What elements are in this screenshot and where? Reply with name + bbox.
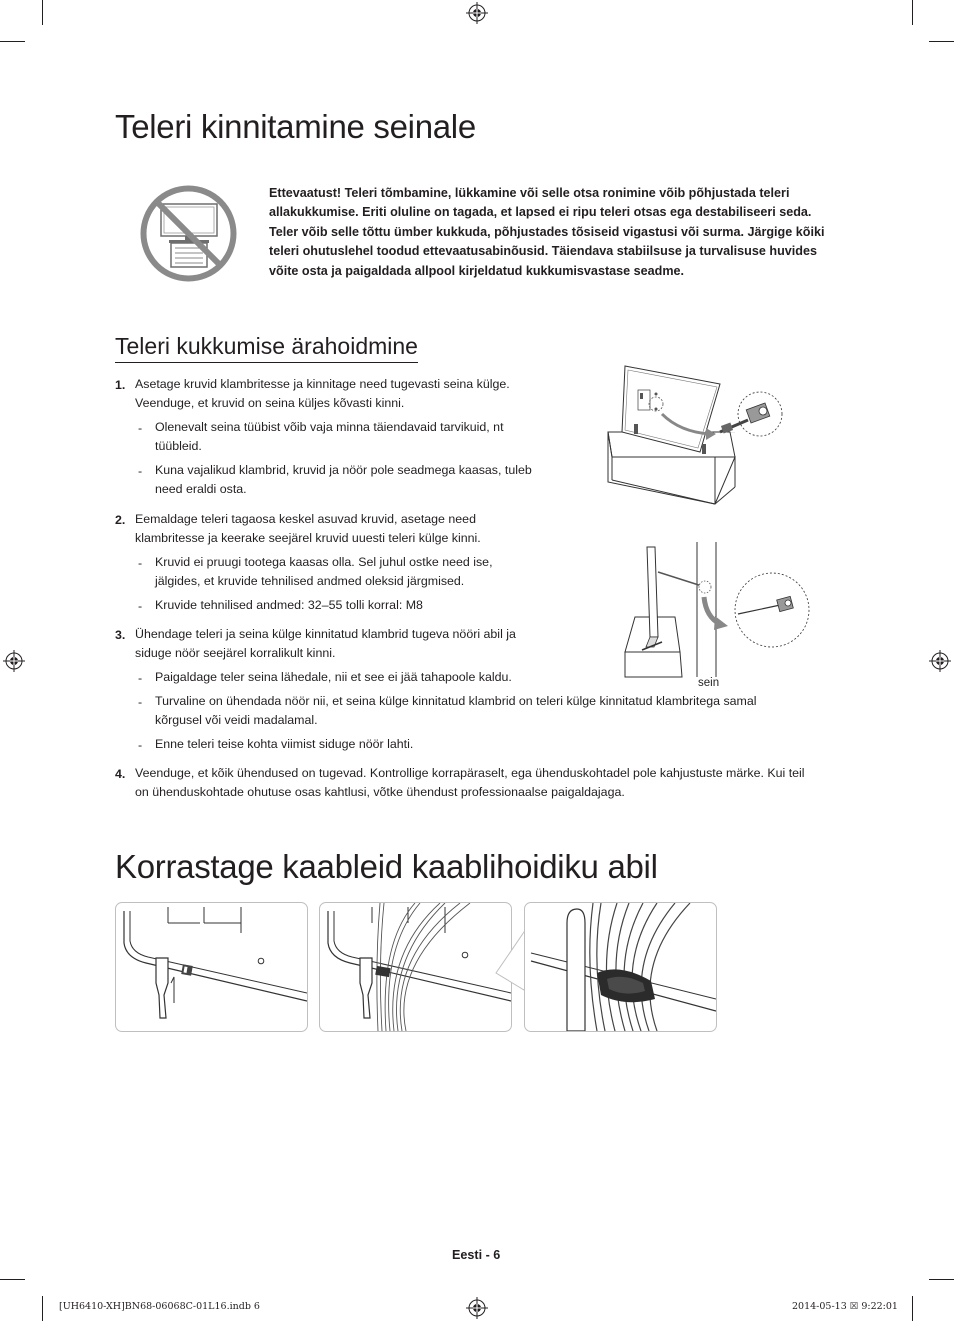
sub-item: Kruvide tehnilised andmed: 32–55 tolli korral: M8 xyxy=(155,598,423,612)
wall-label: sein xyxy=(698,677,720,689)
print-file-name: [UH6410-XH]BN68-06068C-01L16.indb 6 xyxy=(59,1301,260,1312)
page-number: Eesti - 6 xyxy=(452,1248,501,1262)
step-text: Ühendage teleri ja seina külge kinnitatud klambrid tugeva nööri abil ja siduge nöör seejärel korralikult kinni. xyxy=(135,627,516,661)
step-number: 3. xyxy=(115,628,126,642)
bullet-dash: - xyxy=(138,421,143,435)
crop-mark xyxy=(0,1279,25,1280)
sub-item: Enne teleri teise kohta viimist siduge nöör lahti. xyxy=(155,737,414,751)
sub-item: Kruvid ei pruugi tootega kaasas olla. Sel juhul ostke need ise, jälgides, et kruvide tehnilised andmed oleksid järgmised. xyxy=(155,555,493,589)
crop-mark xyxy=(912,0,913,25)
tv-wall-cord-illustration xyxy=(620,542,815,682)
bullet-dash: - xyxy=(138,556,143,570)
crop-mark xyxy=(929,41,954,42)
page-title: Teleri kinnitamine seinale xyxy=(115,108,476,145)
registration-mark-icon xyxy=(466,2,488,24)
bullet-dash: - xyxy=(138,695,143,709)
step-number: 1. xyxy=(115,378,126,392)
step-text: Eemaldage teleri tagaosa keskel asuvad kruvid, asetage need klambritesse ja keerake seejärel kruvid uuesti teleri külge kinni. xyxy=(135,512,481,546)
step-number: 2. xyxy=(115,513,126,527)
sub-item: Turvaline on ühendada nöör nii, et seina külge kinnitatud klambrid on teleri külge kinnitatud klambritega samal kõrgusel või veidi madalamal. xyxy=(155,694,757,728)
cable-holder-step-1 xyxy=(115,902,308,1032)
cable-holder-detail xyxy=(524,902,717,1032)
no-tv-on-stand-icon xyxy=(139,184,238,283)
step-text: Asetage kruvid klambritesse ja kinnitage need tugevasti seina külge. Veenduge, et kruvid on seina küljes kõvasti kinni. xyxy=(135,377,510,411)
registration-mark-icon xyxy=(929,650,951,672)
tv-base-cables-illustration xyxy=(320,903,511,1031)
bullet-dash: - xyxy=(138,464,143,478)
section-title-fall-prevention: Teleri kukkumise ärahoidmine xyxy=(115,333,418,363)
zoom-callout-pointer xyxy=(495,930,527,1000)
registration-mark-icon xyxy=(466,1297,488,1319)
bullet-dash: - xyxy=(138,738,143,752)
print-timestamp: 2014-05-13 ☒ 9:22:01 xyxy=(792,1301,898,1312)
tv-bracket-illustration xyxy=(600,362,785,507)
bullet-dash: - xyxy=(138,671,143,685)
step-text: Veenduge, et kõik ühendused on tugevad. Kontrollige korrapäraselt, ega ühenduskohtadel pole kahjustuste märke. Kui teil on ühenduskohtade ohutuse osas kahtlusi, võtke ühendust professionaalse paigaldajaga. xyxy=(135,766,805,800)
registration-mark-icon xyxy=(3,650,25,672)
tv-base-holder-illustration xyxy=(116,903,307,1031)
crop-mark xyxy=(0,41,25,42)
crop-mark xyxy=(42,0,43,25)
crop-mark xyxy=(929,1279,954,1280)
sub-item: Paigaldage teler seina lähedale, nii et see ei jää tahapoole kaldu. xyxy=(155,670,512,684)
bullet-dash: - xyxy=(138,599,143,613)
crop-mark xyxy=(912,1296,913,1321)
sub-item: Olenevalt seina tüübist võib vaja minna täiendavaid tarvikuid, nt tüübleid. xyxy=(155,420,504,454)
step-number: 4. xyxy=(115,767,126,781)
sub-item: Kuna vajalikud klambrid, kruvid ja nöör pole seadmega kaasas, tuleb need eraldi osta. xyxy=(155,463,532,497)
cable-holder-step-2 xyxy=(319,902,512,1032)
cable-holder-closeup-illustration xyxy=(525,903,716,1031)
crop-mark xyxy=(42,1296,43,1321)
safety-warning: Ettevaatust! Teleri tõmbamine, lükkamine või selle otsa ronimine võib põhjustada teleri allakukkumise. Eriti oluline on tagada, et lapsed ei ripu teleri otsas ega destabiliseeri seda. Teler võib selle tõttu ümber kukkuda, põhjustades tõsiseid vigastusi või surma. Järgige kõiki teleri ohutuslehel toodud ettevaatusabinõusid. Täiendava stabiilsuse ja turvalisuse huvides võite osta ja paigaldada allpool kirjeldatud kukkumisvastase seadme. xyxy=(269,186,825,278)
section-title-cable-management: Korrastage kaableid kaablihoidiku abil xyxy=(115,848,658,885)
